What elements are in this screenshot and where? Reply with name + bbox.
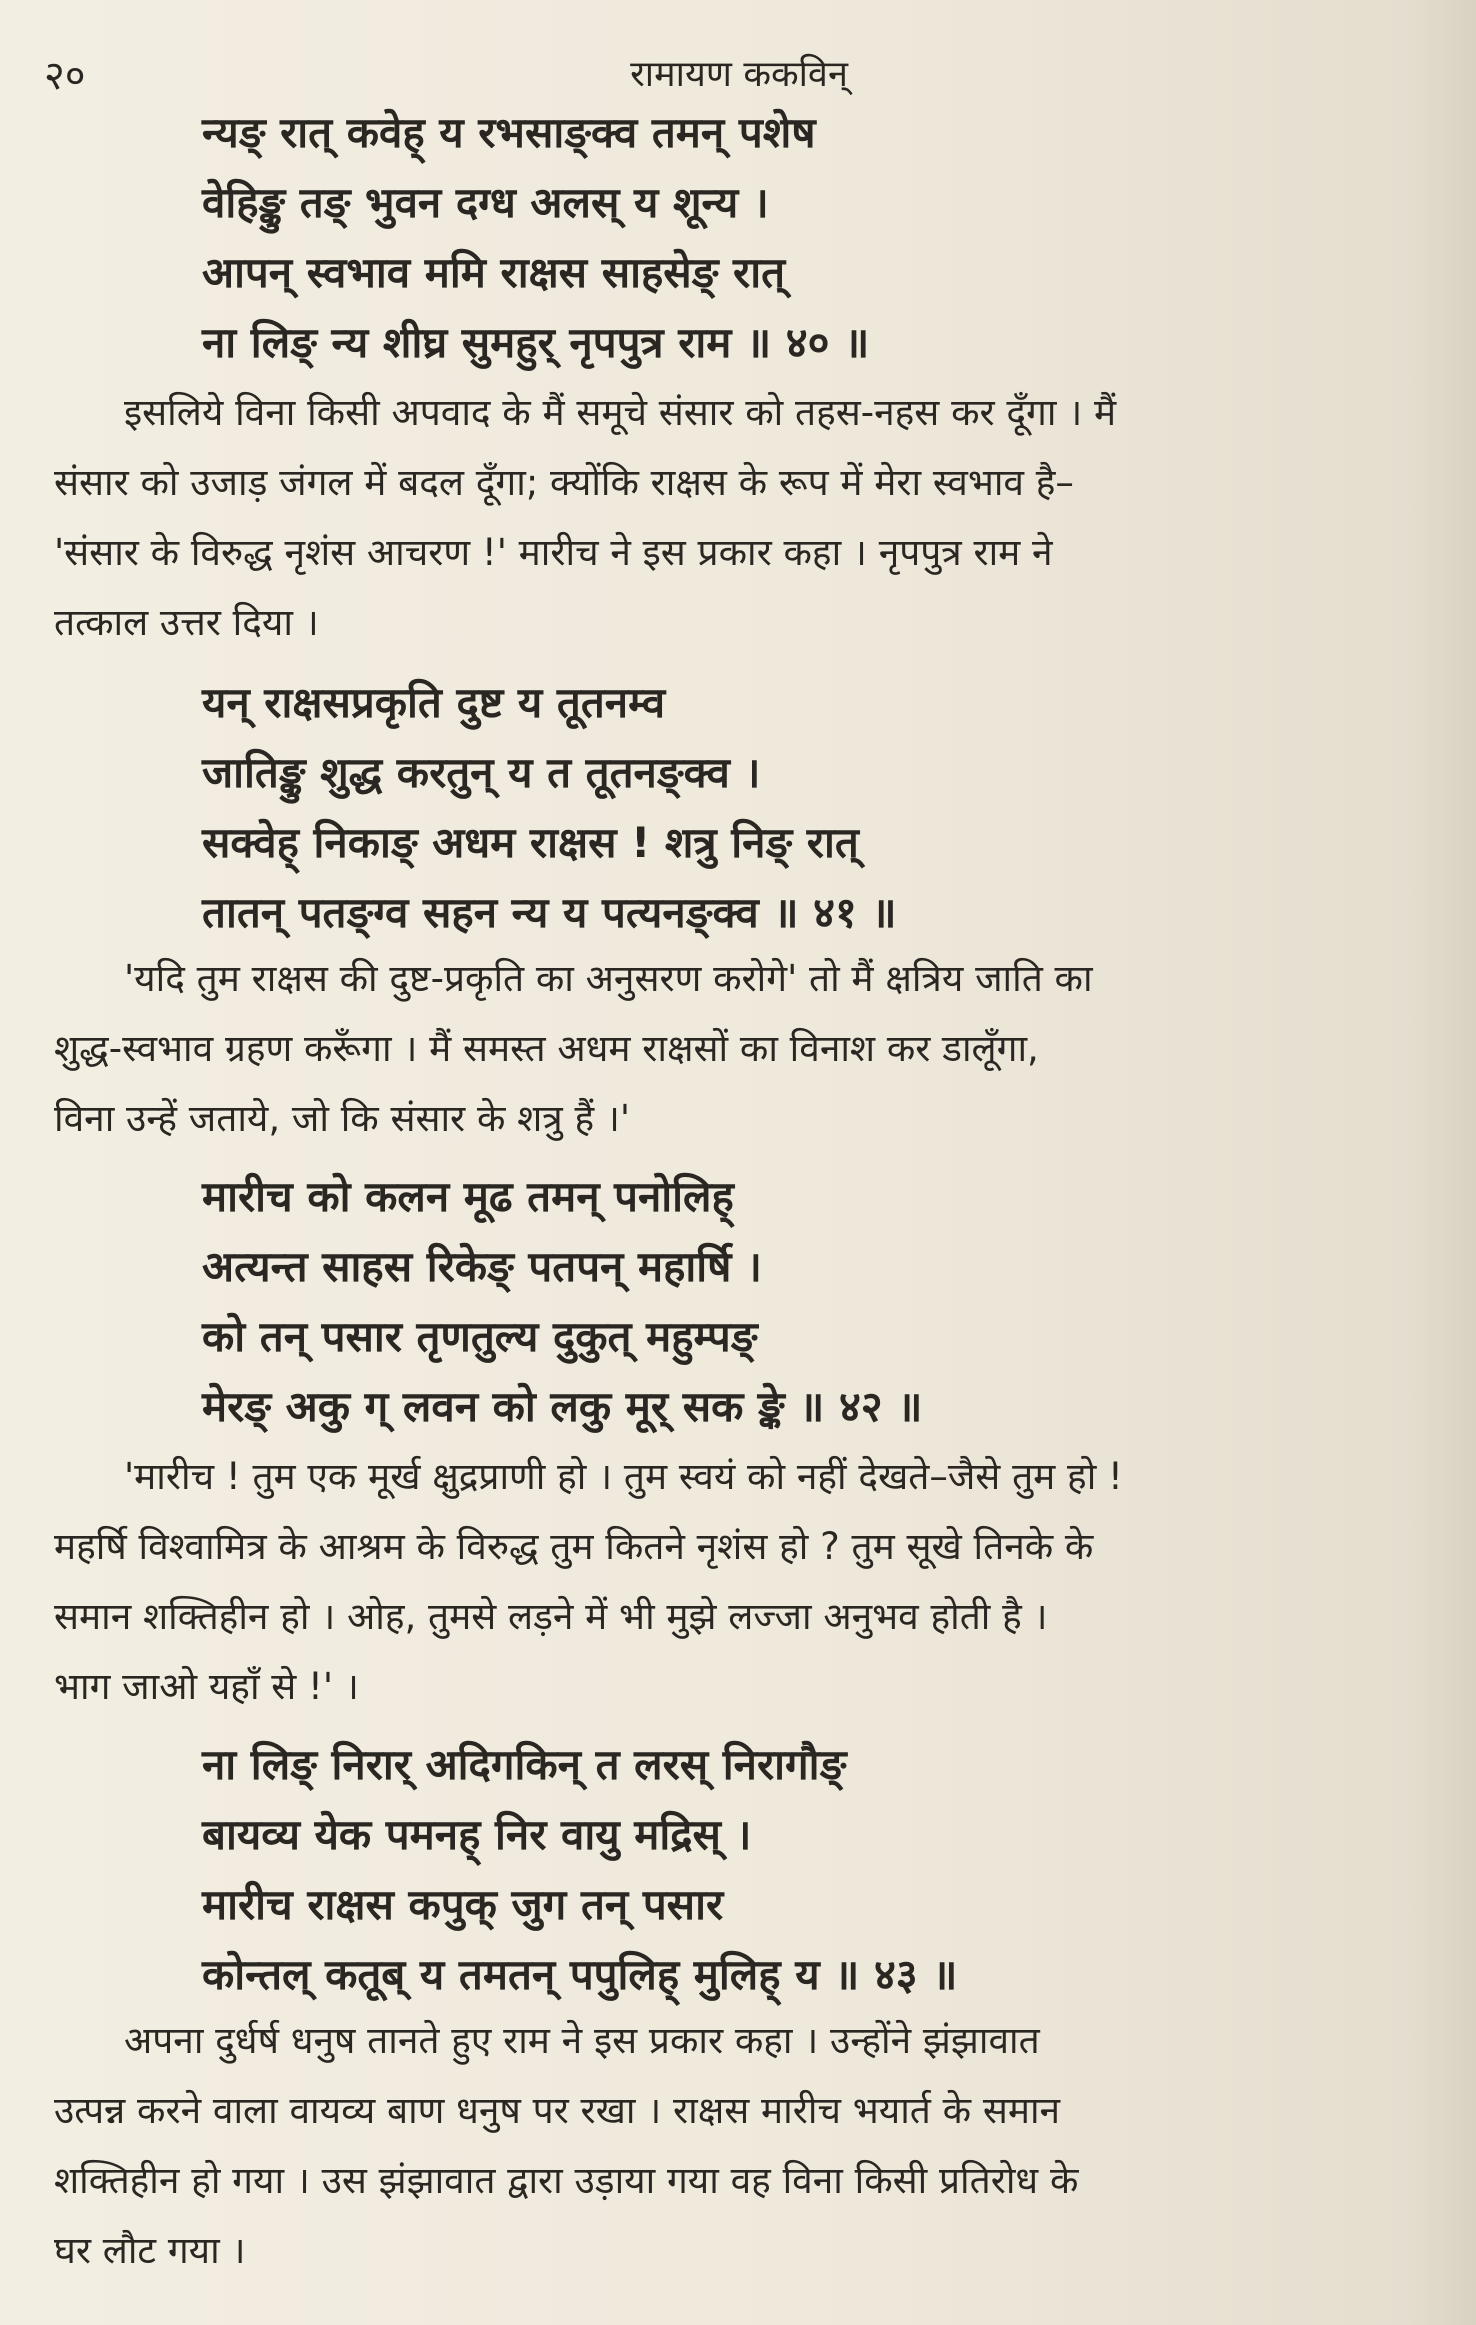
verse-line: यन् राक्षसप्रकृति दुष्ट य तूतनम्व xyxy=(202,678,666,727)
verse-40 xyxy=(202,98,1352,378)
prose-line: विना उन्हें जताये, जो कि संसार के शत्रु हैं ।' xyxy=(54,1097,631,1140)
running-head xyxy=(44,30,1434,100)
prose-line: शुद्ध-स्वभाव ग्रहण करूँगा । मैं समस्त अधम राक्षसों का विनाश कर डालूँगा, xyxy=(54,1027,1039,1070)
prose-line: तत्काल उत्तर दिया । xyxy=(54,601,319,644)
page-number: २० xyxy=(44,53,86,99)
verse-line: मारीच को कलन मूढ तमन् पनोलिह् xyxy=(202,1172,734,1221)
verse-line: मेरङ् अकु ग् लवन को लकु मूर् सक ङ्के ॥ ४२ ॥ xyxy=(202,1382,923,1431)
prose-line: उत्पन्न करने वाला वायव्य बाण धनुष पर रखा । राक्षस मारीच भयार्त के समान xyxy=(54,2089,1061,2132)
prose-line: शक्तिहीन हो गया । उस झंझावात द्वारा उड़ाया गया वह विना किसी प्रतिरोध के xyxy=(54,2159,1079,2202)
verse-line: वेहिङ्कु तङ् भुवन दग्ध अलस् य शून्य । xyxy=(202,178,769,227)
verse-line: जातिङ्कु शुद्ध करतुन् य त तूतनङ्क्व । xyxy=(202,748,761,797)
translation-43 xyxy=(54,2006,1422,2286)
prose-line: संसार को उजाड़ जंगल में बदल दूँगा; क्योंकि राक्षस के रूप में मेरा स्वभाव है– xyxy=(54,461,1074,504)
prose-line: घर लौट गया । xyxy=(54,2229,246,2272)
verse-41 xyxy=(202,668,1352,948)
prose-line: भाग जाओ यहाँ से !' । xyxy=(54,1665,359,1708)
verse-line: मारीच राक्षस कपुक् जुग तन् पसार xyxy=(202,1880,724,1929)
verse-line: तातन् पतङ्ग्व सहन न्य य पत्यनङ्क्व ॥ ४१ ॥ xyxy=(202,888,897,937)
prose-line: 'संसार के विरुद्ध नृशंस आचरण !' मारीच ने इस प्रकार कहा । नृपपुत्र राम ने xyxy=(54,531,1053,574)
verse-line: ना लिङ् न्य शीघ्र सुमहुर् नृपपुत्र राम ॥ ४० ॥ xyxy=(202,318,870,367)
page-fold-shadow xyxy=(1406,0,1476,2325)
prose-line: 'मारीच ! तुम एक मूर्ख क्षुद्रप्राणी हो । तुम स्वयं को नहीं देखते–जैसे तुम हो ! xyxy=(124,1455,1123,1498)
verse-line: को तन् पसार तृणतुल्य दुकुत् महुम्पङ् xyxy=(202,1312,758,1361)
translation-41 xyxy=(54,944,1422,1154)
prose-line: 'यदि तुम राक्षस की दुष्ट-प्रकृति का अनुसरण करोगे' तो मैं क्षत्रिय जाति का xyxy=(124,957,1093,1000)
verse-line: सक्वेह् निकाङ् अधम राक्षस ! शत्रु निङ् रात् xyxy=(202,818,859,867)
translation-40 xyxy=(54,378,1422,658)
verse-line: न्यङ् रात् कवेह् य रभसाङ्क्व तमन् पशेष xyxy=(202,108,816,157)
prose-line: महर्षि विश्वामित्र के आश्रम के विरुद्ध तुम कितने नृशंस हो ? तुम सूखे तिनके के xyxy=(54,1525,1094,1568)
verse-line: आपन् स्वभाव ममि राक्षस साहसेङ् रात् xyxy=(202,248,786,297)
prose-line: समान शक्तिहीन हो । ओह, तुमसे लड़ने में भी मुझे लज्जा अनुभव होती है । xyxy=(54,1595,1048,1638)
prose-line: इसलिये विना किसी अपवाद के मैं समूचे संसार को तहस-नहस कर दूँगा । मैं xyxy=(124,391,1117,434)
verse-43 xyxy=(202,1730,1352,2010)
verse-line: कोन्तल् कतूब् य तमतन् पपुलिह् मुलिह् य ॥ ४३ ॥ xyxy=(202,1950,958,1999)
verse-line: ना लिङ् निरार् अदिगकिन् त लरस् निरागौङ् xyxy=(202,1740,847,1789)
prose-line: अपना दुर्धर्ष धनुष तानते हुए राम ने इस प्रकार कहा । उन्होंने झंझावात xyxy=(124,2019,1040,2062)
verse-42 xyxy=(202,1162,1352,1442)
translation-42 xyxy=(54,1442,1422,1722)
verse-line: बायव्य येक पमनह् निर वायु मद्रिस् । xyxy=(202,1810,752,1859)
book-title: रामायण ककविन् xyxy=(630,54,848,95)
verse-line: अत्यन्त साहस रिकेङ् पतपन् महार्षि । xyxy=(202,1242,762,1291)
